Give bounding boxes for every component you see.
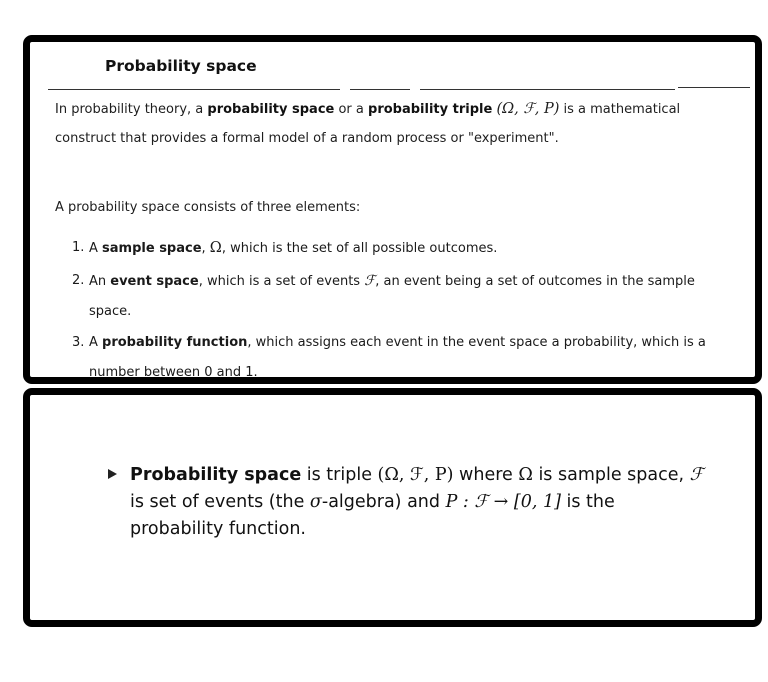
title-underline-left bbox=[48, 89, 340, 90]
intro-bold-probability-triple: probability triple bbox=[368, 102, 493, 117]
intro-paragraph bbox=[55, 95, 745, 153]
bullet-text: is the probability function. bbox=[130, 492, 615, 539]
list-text: , which is the set of all possible outcomes. bbox=[221, 241, 498, 256]
bullet-point bbox=[108, 462, 708, 543]
bullet-math: Ω bbox=[518, 465, 533, 485]
list-text: , an event being a set of outcomes in the sample space. bbox=[89, 274, 695, 319]
list-number: 2. bbox=[72, 273, 85, 288]
bullet-math: P : ℱ → [0, 1] bbox=[445, 492, 561, 512]
list-math: ℱ bbox=[364, 273, 376, 289]
triangle-bullet-icon bbox=[108, 469, 117, 479]
bullet-text: is set of events (the bbox=[130, 492, 310, 512]
list-bold-term: sample space bbox=[102, 241, 202, 256]
intro-text-3: is a mathematical construct that provides a formal model of a random process or "experiment". bbox=[55, 102, 681, 146]
bullet-bold-term: Probability space bbox=[130, 465, 302, 485]
bullet-text: -algebra) and bbox=[321, 492, 446, 512]
bullet-math: (Ω, ℱ, P) bbox=[377, 465, 454, 485]
list-item bbox=[72, 266, 732, 327]
intro-bold-probability-space: probability space bbox=[207, 102, 335, 117]
list-number: 1. bbox=[72, 240, 85, 255]
list-item bbox=[72, 328, 732, 388]
list-bold-term: probability function bbox=[102, 335, 248, 350]
list-text: , which assigns each event in the event space a probability, which is a number between 0 and 1. bbox=[89, 335, 706, 380]
title-underline-mid bbox=[350, 89, 410, 90]
list-item bbox=[72, 233, 732, 264]
slide-summary-panel bbox=[23, 388, 762, 627]
bullet-text: is sample space, bbox=[532, 465, 690, 485]
intro-text-2: or a bbox=[334, 102, 369, 117]
section-title: Probability space bbox=[105, 57, 257, 75]
list-text: An bbox=[89, 274, 111, 289]
consists-paragraph: A probability space consists of three elements: bbox=[55, 200, 361, 215]
list-text: , bbox=[201, 241, 210, 256]
bullet-math: ℱ bbox=[689, 465, 704, 485]
intro-math-triple: (Ω, ℱ, P) bbox=[496, 101, 560, 117]
intro-text-1: In probability theory, a bbox=[55, 102, 208, 117]
list-math: Ω bbox=[209, 240, 222, 256]
title-underline-tail bbox=[678, 87, 750, 88]
wikipedia-excerpt-panel bbox=[23, 35, 762, 384]
list-text: A bbox=[89, 241, 103, 256]
list-bold-term: event space bbox=[110, 274, 199, 289]
list-number: 3. bbox=[72, 335, 85, 350]
bullet-text: is triple bbox=[301, 465, 378, 485]
list-text: , which is a set of events bbox=[198, 274, 365, 289]
bullet-math: σ bbox=[309, 492, 322, 512]
list-text: A bbox=[89, 335, 103, 350]
title-underline-right bbox=[420, 89, 675, 90]
bullet-text: where bbox=[453, 465, 519, 485]
